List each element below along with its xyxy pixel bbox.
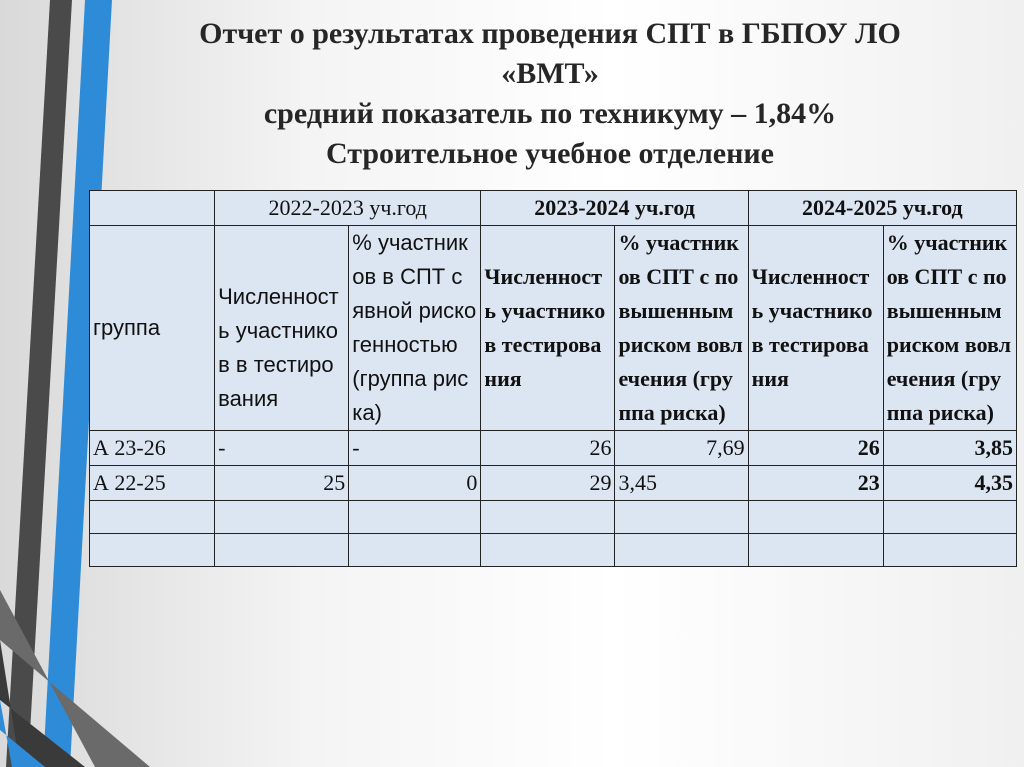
count-2022-cell: 25 <box>215 466 349 501</box>
header-2024-count: Численность участников тестирования <box>748 226 883 431</box>
count-2023-cell: 26 <box>481 431 615 466</box>
empty-cell <box>349 501 481 534</box>
year-header-row <box>90 191 1017 226</box>
empty-row <box>90 534 1017 567</box>
empty-cell <box>90 534 215 567</box>
empty-cell <box>883 534 1016 567</box>
empty-cell <box>349 534 481 567</box>
pct-2022-cell: - <box>349 431 481 466</box>
year-2024-2025: 2024-2025 уч.год <box>748 191 1016 226</box>
pct-2024-cell: 3,85 <box>883 431 1016 466</box>
empty-cell <box>748 534 883 567</box>
title-line-1: Отчет о результатах проведения СПТ в ГБПОУ ЛО <box>199 17 901 50</box>
year-2023-2024: 2023-2024 уч.год <box>481 191 748 226</box>
title-line-3: средний показатель по техникуму – 1,84% <box>263 97 837 130</box>
group-header: группа <box>90 226 215 431</box>
header-2024-pct: % участников СПТ с повышенным риском вовлечения (группа риска) <box>883 226 1016 431</box>
empty-cell <box>481 501 615 534</box>
group-cell: А 23-26 <box>90 431 215 466</box>
empty-cell <box>883 501 1016 534</box>
empty-cell <box>215 501 349 534</box>
empty-row <box>90 501 1017 534</box>
results-table <box>89 190 1017 567</box>
pct-2024-cell: 4,35 <box>883 466 1016 501</box>
pct-2023-cell: 7,69 <box>615 431 748 466</box>
header-2022-pct: % участников в СПТ с явной рискогенностью (группа риска) <box>349 226 481 431</box>
empty-cell <box>215 534 349 567</box>
empty-cell <box>90 501 215 534</box>
count-2024-cell: 23 <box>748 466 883 501</box>
title-line-2: «ВМТ» <box>501 57 599 90</box>
title-line-4: Строительное учебное отделение <box>326 137 774 170</box>
count-2022-cell: - <box>215 431 349 466</box>
empty-cell <box>481 534 615 567</box>
header-2022-count: Численность участников в тестирования <box>215 226 349 431</box>
header-2023-pct: % участников СПТ с повышенным риском вовлечения (группа риска) <box>615 226 748 431</box>
pct-2023-cell: 3,45 <box>615 466 748 501</box>
empty-corner-cell <box>90 191 215 226</box>
report-title <box>120 14 980 174</box>
table-row <box>90 431 1017 466</box>
year-2022-2023: 2022-2023 уч.год <box>215 191 481 226</box>
empty-cell <box>615 501 748 534</box>
pct-2022-cell: 0 <box>349 466 481 501</box>
group-cell: А 22-25 <box>90 466 215 501</box>
table-row <box>90 466 1017 501</box>
header-2023-count: Численность участников тестирования <box>481 226 615 431</box>
column-header-row <box>90 226 1017 431</box>
count-2023-cell: 29 <box>481 466 615 501</box>
empty-cell <box>615 534 748 567</box>
empty-cell <box>748 501 883 534</box>
count-2024-cell: 26 <box>748 431 883 466</box>
